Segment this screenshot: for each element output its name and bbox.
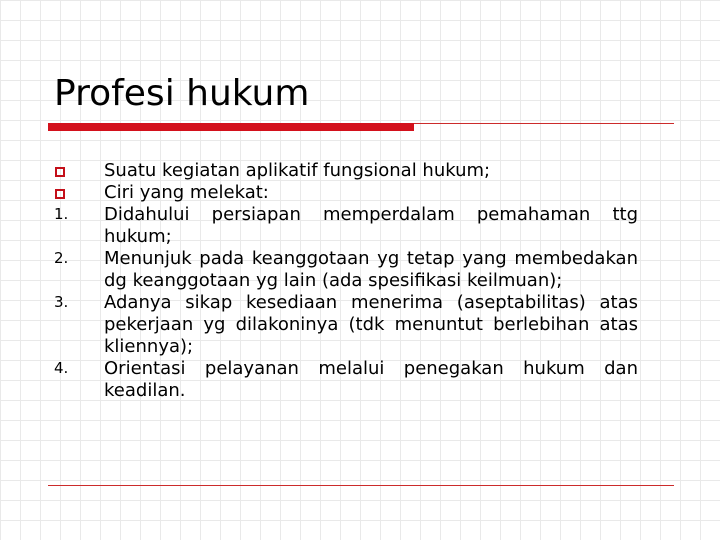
list-number: 3. [54, 293, 69, 311]
footer-divider-line [48, 485, 674, 486]
list-number: 1. [54, 205, 69, 223]
list-item-text: Didahului persiapan memperdalam pemahaman ttg hukum; [104, 204, 638, 247]
bullet-marker [54, 182, 104, 204]
list-item [54, 160, 638, 182]
list-item [54, 248, 638, 292]
hollow-square-bullet-icon [55, 189, 65, 199]
list-item-text: Menunjuk pada keanggotaan yg tetap yang membedakan dg keanggotaan yg lain (ada spesifikasi keilmuan); [104, 248, 638, 291]
slide-title: Profesi hukum [54, 73, 310, 114]
content-list [54, 160, 638, 402]
list-item-text: Adanya sikap kesediaan menerima (aseptabilitas) atas pekerjaan yg dilakoninya (tdk menuntut berlebihan atas kliennya); [104, 292, 638, 357]
list-item [54, 358, 638, 402]
bullet-marker [54, 160, 104, 182]
list-item-text: Suatu kegiatan aplikatif fungsional hukum; [104, 160, 491, 181]
list-item-text: Orientasi pelayanan melalui penegakan hukum dan keadilan. [104, 358, 638, 401]
list-item [54, 204, 638, 248]
list-item-text: Ciri yang melekat: [104, 182, 269, 203]
title-underline-red-bar [48, 123, 414, 131]
hollow-square-bullet-icon [55, 167, 65, 177]
title-underline-thin-line [414, 123, 674, 124]
list-item [54, 292, 638, 358]
list-item [54, 182, 638, 204]
list-number: 2. [54, 249, 69, 267]
list-number: 4. [54, 359, 69, 377]
